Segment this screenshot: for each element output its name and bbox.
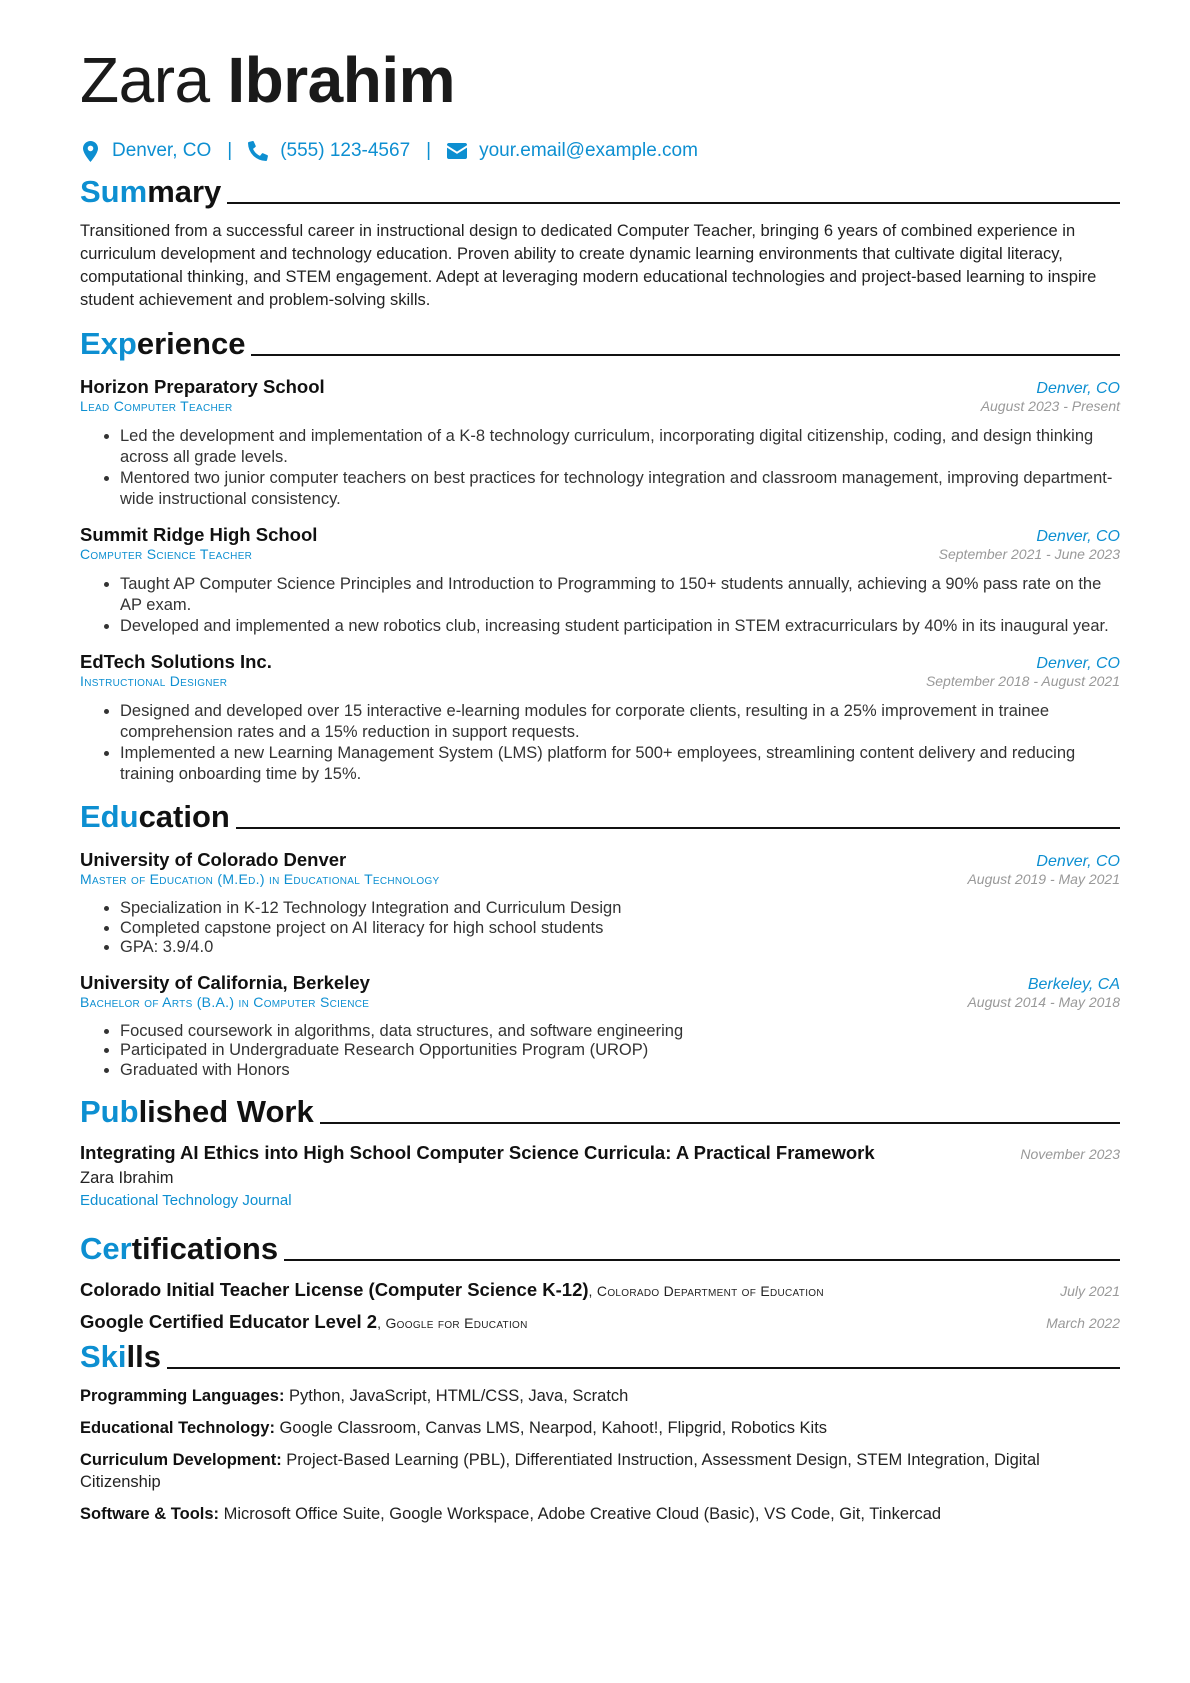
section-title bbox=[80, 326, 245, 362]
bullet-list bbox=[80, 426, 1120, 510]
education-entry bbox=[80, 849, 1120, 958]
location-text: Denver, CO bbox=[112, 140, 212, 161]
bullet-item: • Specialization in K-12 Technology Integration and Curriculum Design bbox=[120, 899, 1120, 919]
role-title: Instructional Designer bbox=[80, 673, 228, 689]
skill-value: Python, JavaScript, HTML/CSS, Java, Scratch bbox=[284, 1387, 629, 1405]
heading-accent: Cer bbox=[80, 1231, 132, 1266]
bullet-item: • Designed and developed over 15 interactive e-learning modules for corporate clients, resulting in a 25% improvement in trainee comprehension rates and a 15% reduction in support requests. bbox=[120, 701, 1120, 743]
heading-rest: mary bbox=[147, 174, 222, 209]
phone-text: (555) 123-4567 bbox=[280, 140, 411, 161]
org-name: Summit Ridge High School bbox=[80, 524, 318, 545]
certification-issuer: , Google for Education bbox=[377, 1315, 528, 1331]
section-rule bbox=[167, 1367, 1120, 1369]
bullet-item: • Mentored two junior computer teachers on best practices for technology integration and classroom management, improving department-wide instructional consistency. bbox=[120, 468, 1120, 510]
degree-title: Bachelor of Arts (B.A.) in Computer Science bbox=[80, 993, 370, 1010]
candidate-name bbox=[80, 44, 1120, 116]
resume-page bbox=[80, 44, 1120, 1525]
certification-entry bbox=[80, 1279, 1120, 1301]
publication-entry bbox=[80, 1142, 1120, 1209]
certification-date: March 2022 bbox=[1046, 1315, 1120, 1331]
contact-location bbox=[80, 140, 211, 162]
section-rule bbox=[227, 202, 1120, 204]
section-rule bbox=[320, 1122, 1120, 1124]
last-name: Ibrahim bbox=[227, 44, 456, 116]
section-title bbox=[80, 799, 230, 835]
certifications-heading bbox=[80, 1231, 1120, 1267]
publication-title: Integrating AI Ethics into High School Computer Science Curricula: A Practical Framework bbox=[80, 1142, 875, 1163]
published-heading bbox=[80, 1094, 1120, 1130]
bullet-item: • GPA: 3.9/4.0 bbox=[120, 938, 1120, 958]
entry-dates: August 2023 - Present bbox=[980, 398, 1120, 414]
heading-rest: erience bbox=[136, 326, 246, 361]
skill-row bbox=[80, 1417, 1120, 1439]
bullet-item: • Developed and implemented a new robotics club, increasing student participation in STEM extracurriculars by 40% in its inaugural year. bbox=[120, 616, 1120, 637]
contact-separator: | bbox=[227, 140, 233, 161]
publication-venue: Educational Technology Journal bbox=[80, 1192, 292, 1209]
skill-label: Educational Technology: bbox=[80, 1419, 275, 1437]
section-title bbox=[80, 1339, 161, 1375]
skill-label: Software & Tools: bbox=[80, 1505, 220, 1523]
bullet-item: • Graduated with Honors bbox=[120, 1061, 1120, 1081]
entry-location: Denver, CO bbox=[1036, 853, 1120, 870]
certification-date: July 2021 bbox=[1060, 1283, 1120, 1299]
education-heading bbox=[80, 799, 1120, 835]
publication-date: November 2023 bbox=[1020, 1146, 1120, 1162]
map-pin-icon bbox=[80, 140, 100, 162]
heading-rest: lls bbox=[126, 1339, 161, 1374]
experience-entry bbox=[80, 524, 1120, 637]
section-rule bbox=[236, 827, 1120, 829]
heading-rest: lished Work bbox=[138, 1094, 314, 1129]
role-title: Computer Science Teacher bbox=[80, 546, 253, 562]
school-name: University of Colorado Denver bbox=[80, 849, 347, 870]
bullet-item: • Taught AP Computer Science Principles and Introduction to Programming to 150+ students annually, achieving a 90% pass rate on the AP exam. bbox=[120, 574, 1120, 616]
entry-location: Berkeley, CA bbox=[1027, 975, 1120, 993]
email-link: your.email@example.com bbox=[479, 140, 698, 161]
heading-accent: Pub bbox=[80, 1094, 139, 1129]
role-title: Lead Computer Teacher bbox=[80, 398, 233, 414]
experience-heading bbox=[80, 326, 1120, 362]
heading-rest: cation bbox=[138, 799, 230, 834]
heading-accent: Sum bbox=[80, 174, 148, 209]
certification-entry bbox=[80, 1311, 1120, 1333]
skill-value: Microsoft Office Suite, Google Workspace, Adobe Creative Cloud (Basic), VS Code, Git, Tinkercad bbox=[219, 1505, 942, 1523]
entry-dates: September 2018 - August 2021 bbox=[925, 673, 1120, 689]
section-title bbox=[80, 1231, 278, 1267]
degree-title: Master of Education (M.Ed.) in Educational Technology bbox=[80, 871, 440, 887]
entry-dates: August 2014 - May 2018 bbox=[967, 993, 1120, 1010]
heading-accent: Exp bbox=[80, 326, 137, 361]
school-name: University of California, Berkeley bbox=[80, 971, 370, 993]
section-title bbox=[80, 174, 221, 210]
certification-issuer: , Colorado Department of Education bbox=[588, 1283, 824, 1299]
summary-heading bbox=[80, 174, 1120, 210]
first-name: Zara bbox=[80, 44, 210, 116]
heading-rest: tifications bbox=[131, 1231, 279, 1266]
envelope-icon bbox=[447, 140, 467, 162]
bullet-item: • Completed capstone project on AI literacy for high school students bbox=[120, 919, 1120, 939]
contact-bar bbox=[80, 138, 1120, 164]
entry-location: Denver, CO bbox=[1036, 380, 1120, 397]
skill-row bbox=[80, 1385, 1120, 1407]
section-rule bbox=[251, 354, 1120, 356]
skill-row bbox=[80, 1449, 1120, 1493]
bullet-item: • Implemented a new Learning Management System (LMS) platform for 500+ employees, streamlining content delivery and reducing training onboarding time by 15%. bbox=[120, 743, 1120, 785]
contact-email[interactable] bbox=[447, 140, 698, 162]
experience-entry bbox=[80, 376, 1120, 510]
education-entry bbox=[80, 972, 1120, 1081]
publication-author: Zara Ibrahim bbox=[80, 1169, 174, 1187]
skill-value: Google Classroom, Canvas LMS, Nearpod, Kahoot!, Flipgrid, Robotics Kits bbox=[274, 1419, 828, 1437]
bullet-list bbox=[80, 1022, 1120, 1081]
bullet-list bbox=[80, 574, 1120, 637]
skills-heading bbox=[80, 1339, 1120, 1375]
entry-dates: September 2021 - June 2023 bbox=[938, 546, 1120, 562]
skill-row bbox=[80, 1503, 1120, 1525]
bullet-item: • Led the development and implementation of a K-8 technology curriculum, incorporating digital citizenship, coding, and design thinking across all grade levels. bbox=[120, 426, 1120, 468]
heading-accent: Ski bbox=[80, 1339, 127, 1374]
bullet-item: • Participated in Undergraduate Research Opportunities Program (UROP) bbox=[120, 1041, 1120, 1061]
skill-label: Programming Languages: bbox=[80, 1387, 285, 1405]
bullet-list bbox=[80, 899, 1120, 958]
skill-value: Project-Based Learning (PBL), Differentiated Instruction, Assessment Design, STEM Integration, Digital Citizenship bbox=[80, 1451, 1040, 1491]
section-title bbox=[80, 1094, 314, 1130]
bullet-item: • Focused coursework in algorithms, data structures, and software engineering bbox=[120, 1022, 1120, 1042]
org-name: Horizon Preparatory School bbox=[80, 376, 325, 397]
phone-icon bbox=[248, 140, 268, 162]
heading-accent: Edu bbox=[80, 799, 139, 834]
bullet-list bbox=[80, 701, 1120, 785]
entry-dates: August 2019 - May 2021 bbox=[967, 871, 1120, 887]
skill-label: Curriculum Development: bbox=[80, 1451, 282, 1469]
contact-phone[interactable] bbox=[248, 140, 410, 162]
certification-name: Google Certified Educator Level 2 bbox=[80, 1311, 378, 1332]
contact-separator: | bbox=[426, 140, 432, 161]
section-rule bbox=[284, 1259, 1120, 1261]
entry-location: Denver, CO bbox=[1036, 655, 1120, 672]
certification-name: Colorado Initial Teacher License (Computer Science K-12) bbox=[80, 1279, 589, 1300]
entry-location: Denver, CO bbox=[1036, 528, 1120, 545]
org-name: EdTech Solutions Inc. bbox=[80, 651, 272, 672]
experience-entry bbox=[80, 651, 1120, 785]
summary-text: Transitioned from a successful career in instructional design to dedicated Computer Teacher, bringing 6 years of combined experience in curriculum development and technology education. Proven ability to create dynamic learning environments that cultivate digital literacy, computational thinking, and STEM engagement. Adept at leveraging modern educational technologies and project-based learning to inspire student achievement and problem-solving skills. bbox=[80, 222, 1097, 309]
